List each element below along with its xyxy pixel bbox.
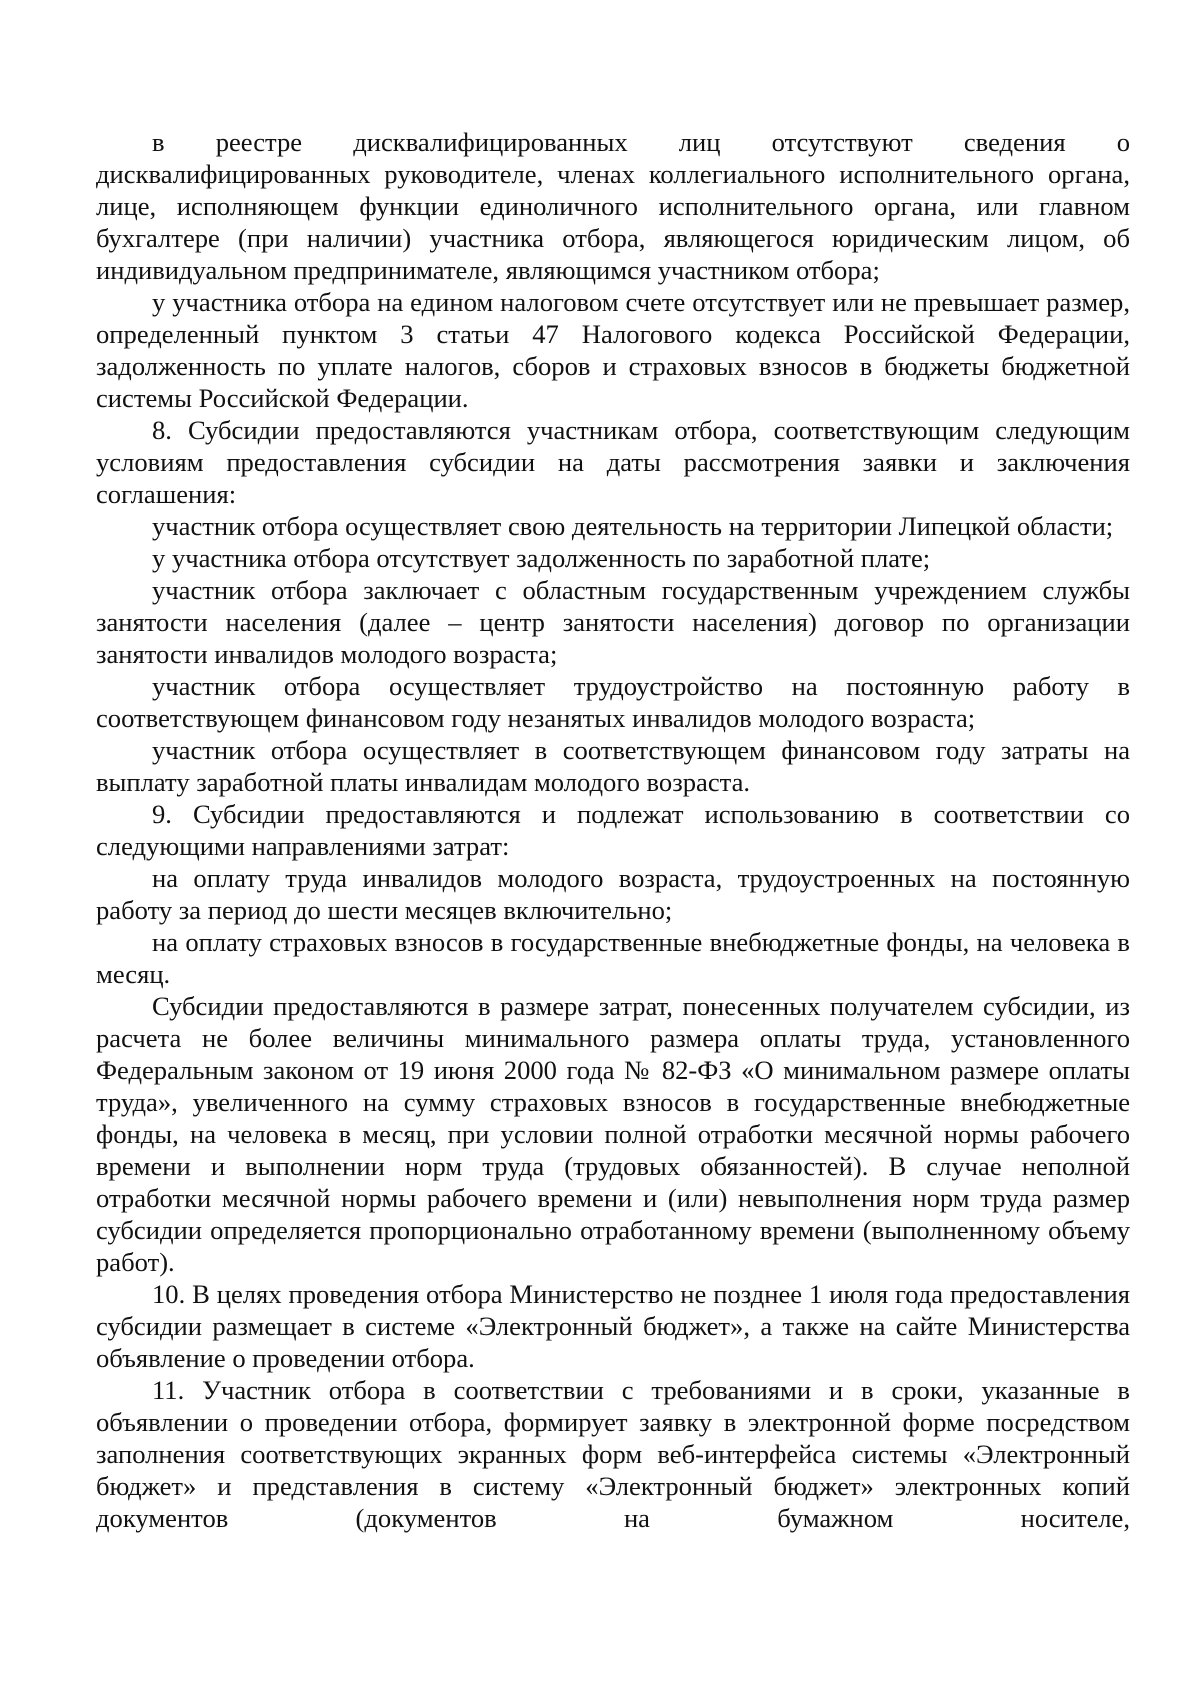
- paragraph-8-conditions: 8. Субсидии предоставляются участникам отбора, соответствующим следующим условиям предоставления субсидии на даты рассмотрения заявки и заключения соглашения:: [96, 415, 1130, 509]
- paragraph-disqualified-registry: в реестре дисквалифицированных лиц отсутствуют сведения о дисквалифицированных руководителе, членах коллегиального исполнительного органа, лице, исполняющем функции единоличного исполнительного органа, или главном бухгалтере (при наличии) участника отбора, являющегося юридическим лицом, об индивидуальном предпринимателе, являющимся участником отбора;: [96, 127, 1130, 285]
- paragraph-lipetsk-territory: участник отбора осуществляет свою деятельность на территории Липецкой области;: [152, 511, 1114, 541]
- paragraph-labor-payment: на оплату труда инвалидов молодого возраста, трудоустроенных на постоянную работу за период до шести месяцев включительно;: [96, 863, 1130, 925]
- paragraph-9-directions: 9. Субсидии предоставляются и подлежат использованию в соответствии со следующими направлениями затрат:: [96, 799, 1130, 861]
- paragraph-10-announcement: 10. В целях проведения отбора Министерство не позднее 1 июля года предоставления субсидии размещает в системе «Электронный бюджет», а также на сайте Министерства объявление о проведении отбора.: [96, 1279, 1130, 1373]
- paragraph-tax-debt: у участника отбора на едином налоговом счете отсутствует или не превышает размер, определенный пунктом 3 статьи 47 Налогового кодекса Российской Федерации, задолженность по уплате налогов, сборов и страховых взносов в бюджеты бюджетной системы Российской Федерации.: [96, 287, 1130, 413]
- paragraph-wage-costs: участник отбора осуществляет в соответствующем финансовом году затраты на выплату заработной платы инвалидам молодого возраста.: [96, 735, 1130, 797]
- document-body: [96, 126, 1130, 1534]
- paragraph-no-wage-debt: у участника отбора отсутствует задолженность по заработной плате;: [152, 543, 931, 573]
- paragraph-permanent-employment: участник отбора осуществляет трудоустройство на постоянную работу в соответствующем финансовом году незанятых инвалидов молодого возраста;: [96, 671, 1130, 733]
- paragraph-11-application: 11. Участник отбора в соответствии с требованиями и в сроки, указанные в объявлении о проведении отбора, формирует заявку в электронной форме посредством заполнения соответствующих экранных форм веб-интерфейса системы «Электронный бюджет» и представления в систему «Электронный бюджет» электронных копий документов (документов на бумажном носителе,: [96, 1375, 1130, 1533]
- paragraph-subsidy-amount: Субсидии предоставляются в размере затрат, понесенных получателем субсидии, из расчета не более величины минимального размера оплаты труда, установленного Федеральным законом от 19 июня 2000 года № 82-ФЗ «О минимальном размере оплаты труда», увеличенного на сумму страховых взносов в государственные внебюджетные фонды, на человека в месяц, при условии полной отработки месячной нормы рабочего времени и выполнении норм труда (трудовых обязанностей). В случае неполной отработки месячной нормы рабочего времени и (или) невыполнения норм труда размер субсидии определяется пропорционально отработанному времени (выполненному объему работ).: [96, 991, 1130, 1277]
- paragraph-employment-center-contract: участник отбора заключает с областным государственным учреждением службы занятости населения (далее – центр занятости населения) договор по организации занятости инвалидов молодого возраста;: [96, 575, 1130, 669]
- paragraph-insurance-contributions: на оплату страховых взносов в государственные внебюджетные фонды, на человека в месяц.: [96, 927, 1130, 989]
